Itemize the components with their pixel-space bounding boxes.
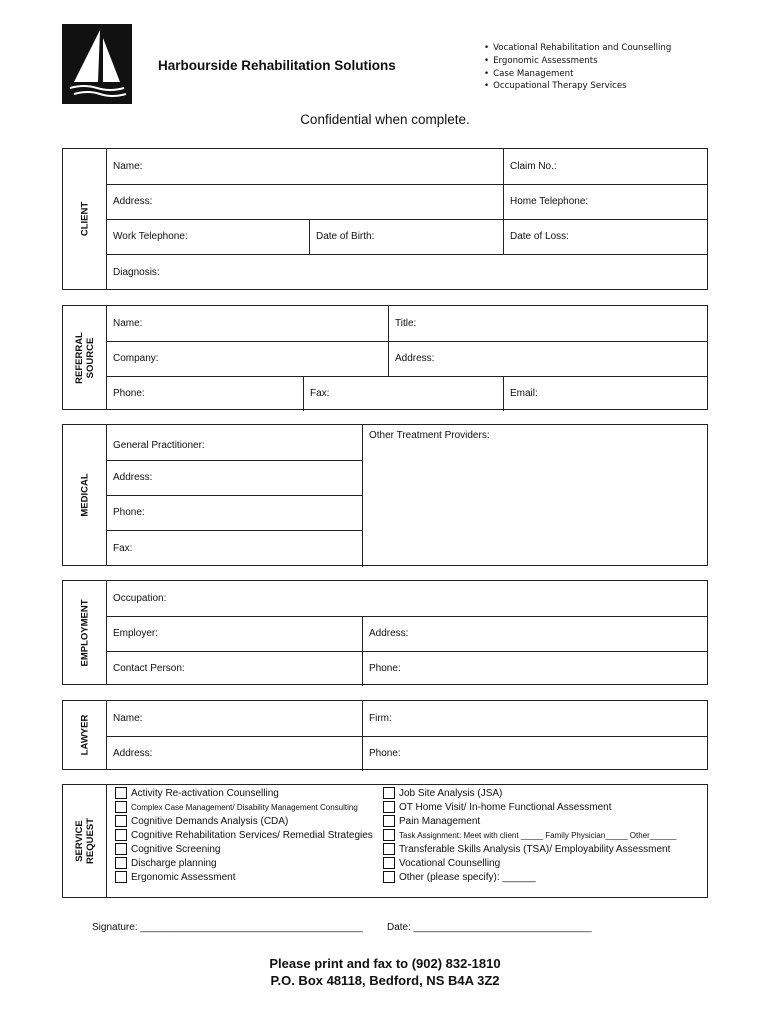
diagnosis-field[interactable]: Diagnosis: (113, 266, 160, 278)
service-option[interactable]: Pain Management (383, 815, 480, 827)
service-option[interactable]: Vocational Counselling (383, 857, 500, 869)
service-option[interactable]: Complex Case Management/ Disability Management Consulting (115, 801, 358, 813)
service-item: • Ergonomic Assessments (484, 55, 671, 68)
service-option[interactable]: Cognitive Screening (115, 843, 221, 855)
signature-line[interactable]: Signature: ________________________________________ (92, 922, 363, 933)
referral-address-field[interactable]: Address: (395, 353, 435, 364)
sailboat-icon (62, 24, 132, 104)
other-providers-field[interactable]: Other Treatment Providers: (369, 429, 490, 441)
date-of-loss-field[interactable]: Date of Loss: (510, 231, 569, 242)
service-option[interactable]: Cognitive Demands Analysis (CDA) (115, 815, 288, 827)
checkbox[interactable] (383, 829, 395, 841)
medical-address-field[interactable]: Address: (113, 472, 153, 483)
checkbox[interactable] (115, 829, 127, 841)
home-telephone-field[interactable]: Home Telephone: (510, 196, 589, 207)
referral-name-field[interactable]: Name: (113, 318, 143, 329)
service-option[interactable]: Activity Re-activation Counselling (115, 787, 279, 799)
lawyer-side-label: LAWYER (63, 701, 107, 769)
referral-phone-field[interactable]: Phone: (113, 387, 145, 399)
referral-email-field[interactable]: Email: (510, 387, 538, 399)
referral-section (62, 305, 708, 410)
checkbox[interactable] (115, 843, 127, 855)
checkbox[interactable] (383, 801, 395, 813)
date-of-birth-field[interactable]: Date of Birth: (316, 231, 375, 242)
lawyer-name-field[interactable]: Name: (113, 713, 143, 724)
occupation-field[interactable]: Occupation: (113, 593, 167, 604)
referral-company-field[interactable]: Company: (113, 353, 159, 364)
service-option[interactable]: OT Home Visit/ In-home Functional Assessment (383, 801, 612, 813)
employment-address-field[interactable]: Address: (369, 628, 409, 639)
client-side-label: CLIENT (63, 149, 107, 289)
medical-phone-field[interactable]: Phone: (113, 507, 145, 518)
referral-fax-field[interactable]: Fax: (310, 387, 330, 399)
contact-person-field[interactable]: Contact Person: (113, 662, 185, 674)
lawyer-firm-field[interactable]: Firm: (369, 713, 392, 724)
checkbox[interactable] (383, 857, 395, 869)
service-option[interactable]: Job Site Analysis (JSA) (383, 787, 502, 799)
service-option[interactable]: Discharge planning (115, 857, 217, 869)
work-telephone-field[interactable]: Work Telephone: (113, 231, 188, 242)
mailing-address: P.O. Box 48118, Bedford, NS B4A 3Z2 (270, 973, 500, 988)
service-option[interactable]: Transferable Skills Analysis (TSA)/ Employability Assessment (383, 843, 670, 855)
services-list (484, 42, 671, 93)
service-option[interactable]: Other (please specify): ______ (383, 871, 536, 883)
checkbox[interactable] (115, 801, 127, 813)
service-item: • Vocational Rehabilitation and Counselling (484, 42, 671, 55)
date-line[interactable]: Date: ________________________________ (387, 922, 592, 933)
lawyer-section (62, 700, 708, 770)
lawyer-phone-field[interactable]: Phone: (369, 747, 401, 759)
employment-section (62, 580, 708, 685)
fax-instructions: Please print and fax to (902) 832-1810 (269, 956, 501, 971)
checkbox[interactable] (383, 871, 395, 883)
checkbox[interactable] (383, 815, 395, 827)
checkbox[interactable] (383, 843, 395, 855)
client-address-field[interactable]: Address: (113, 196, 153, 207)
checkbox[interactable] (383, 787, 395, 799)
service-side-label: SERVICE REQUEST (63, 785, 107, 897)
service-item: • Occupational Therapy Services (484, 80, 671, 93)
service-item: • Case Management (484, 68, 671, 81)
employment-side-label: EMPLOYMENT (63, 581, 107, 684)
claim-no-field[interactable]: Claim No.: (510, 161, 557, 172)
service-request-section (62, 784, 708, 898)
referral-title-field[interactable]: Title: (395, 318, 417, 329)
referral-side-label: REFERRAL SOURCE (63, 306, 107, 409)
gp-field[interactable]: General Practitioner: (113, 440, 205, 451)
confidential-notice: Confidential when complete. (300, 112, 470, 127)
employment-phone-field[interactable]: Phone: (369, 662, 401, 674)
medical-side-label: MEDICAL (63, 425, 107, 565)
client-section (62, 148, 708, 290)
company-name: Harbourside Rehabilitation Solutions (158, 58, 396, 73)
employer-field[interactable]: Employer: (113, 628, 159, 639)
client-name-field[interactable]: Name: (113, 161, 143, 172)
medical-section (62, 424, 708, 566)
service-option[interactable]: Ergonomic Assessment (115, 871, 236, 883)
lawyer-address-field[interactable]: Address: (113, 747, 153, 759)
checkbox[interactable] (115, 787, 127, 799)
service-option[interactable]: Cognitive Rehabilitation Services/ Remedial Strategies (115, 829, 373, 841)
company-logo (62, 24, 132, 104)
service-option[interactable]: Task Assignment: Meet with client _____ Family Physician_____ Other______ (383, 829, 676, 841)
checkbox[interactable] (115, 815, 127, 827)
medical-fax-field[interactable]: Fax: (113, 542, 133, 554)
checkbox[interactable] (115, 857, 127, 869)
checkbox[interactable] (115, 871, 127, 883)
